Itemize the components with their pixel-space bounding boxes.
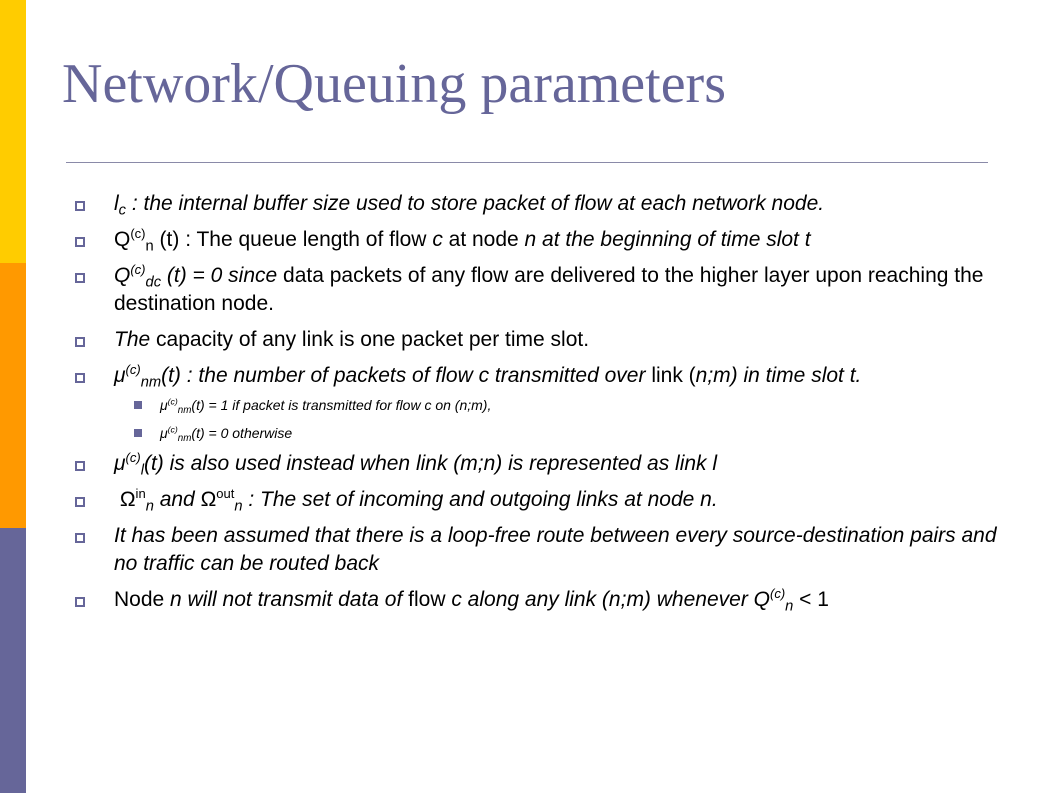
hollow-square-icon bbox=[75, 497, 85, 507]
bullet-text: (t) = 0 since bbox=[161, 264, 278, 287]
bullet-list bbox=[62, 190, 1012, 622]
bullet-text: The bbox=[114, 328, 151, 351]
symbol: Ω bbox=[119, 488, 136, 511]
bullet-transmit-rule bbox=[62, 586, 1012, 614]
bullet-link-sets bbox=[62, 486, 1012, 514]
subscript: nm bbox=[177, 404, 192, 416]
hollow-square-icon bbox=[75, 201, 85, 211]
bullet-text: It has been assumed that there is a loop-free route between every source-destination pairs and no traffic can be routed back bbox=[114, 524, 997, 575]
bullet-text: and bbox=[153, 488, 201, 511]
superscript: (c) bbox=[125, 449, 141, 465]
bullet-queue-length bbox=[62, 226, 1012, 254]
subscript: n bbox=[145, 238, 154, 255]
superscript: (c) bbox=[167, 396, 178, 407]
bullet-queue-destination bbox=[62, 262, 1012, 318]
symbol: l bbox=[114, 192, 119, 215]
hollow-square-icon bbox=[75, 337, 85, 347]
subscript: nm bbox=[177, 432, 192, 444]
bullet-text: (t) : the number of packets of flow c transmitted over bbox=[161, 364, 646, 387]
symbol: μ bbox=[114, 452, 126, 475]
symbol: Q bbox=[114, 228, 131, 251]
subscript: n bbox=[145, 498, 154, 515]
subscript: n bbox=[234, 498, 243, 515]
bullet-buffer-size bbox=[62, 190, 1012, 218]
bullet-text: n will not transmit data of bbox=[170, 588, 409, 611]
subscript: l bbox=[140, 462, 144, 479]
subscript: c bbox=[118, 202, 127, 219]
bullet-text: capacity of any link is one packet per time slot. bbox=[150, 328, 590, 351]
symbol: Q bbox=[114, 264, 131, 287]
bullet-text: link ( bbox=[645, 364, 696, 387]
bullet-text: data packets of any flow are delivered to the higher layer upon reaching the destination node. bbox=[114, 264, 984, 315]
bullet-text: at node bbox=[442, 228, 525, 251]
bullet-text: n;m) in time slot t. bbox=[695, 364, 862, 387]
superscript: (c) bbox=[130, 261, 146, 277]
subscript: dc bbox=[145, 274, 162, 291]
accent-strip-orange bbox=[0, 263, 26, 528]
symbol: μ bbox=[160, 425, 168, 441]
filled-square-icon bbox=[134, 401, 142, 409]
bullet-text: < 1 bbox=[793, 588, 829, 611]
bullet-link-alias bbox=[62, 450, 1012, 478]
accent-strip-purple bbox=[0, 528, 26, 793]
bullet-text: c along any link (n;m) whenever Q bbox=[451, 588, 770, 611]
bullet-text: (t) : The queue length of flow bbox=[153, 228, 433, 251]
hollow-square-icon bbox=[75, 461, 85, 471]
superscript: in bbox=[135, 485, 146, 501]
hollow-square-icon bbox=[75, 237, 85, 247]
bullet-packets-transmitted bbox=[62, 362, 1012, 390]
bullet-text: flow bbox=[408, 588, 452, 611]
superscript: (c) bbox=[125, 361, 141, 377]
bullet-text: Node bbox=[114, 588, 171, 611]
hollow-square-icon bbox=[75, 273, 85, 283]
sub-bullet-transmitted bbox=[62, 394, 1012, 416]
bullet-text: : The set of incoming and outgoing links at node n. bbox=[242, 488, 718, 511]
hollow-square-icon bbox=[75, 373, 85, 383]
symbol: μ bbox=[114, 364, 126, 387]
superscript: (c) bbox=[167, 424, 178, 435]
superscript: out bbox=[216, 485, 235, 501]
bullet-text: c bbox=[432, 228, 443, 251]
filled-square-icon bbox=[134, 429, 142, 437]
subscript: n bbox=[785, 598, 794, 615]
symbol: μ bbox=[160, 397, 168, 413]
hollow-square-icon bbox=[75, 597, 85, 607]
superscript: (c) bbox=[769, 585, 786, 601]
bullet-loop-free bbox=[62, 522, 1012, 578]
bullet-text: (t) = 1 if packet is transmitted for flow c on (n;m), bbox=[191, 397, 492, 413]
bullet-link-capacity bbox=[62, 326, 1012, 354]
bullet-text: n at the beginning of time slot t bbox=[524, 228, 811, 251]
bullet-text: (t) = 0 otherwise bbox=[191, 425, 293, 441]
slide-title: Network/Queuing parameters bbox=[62, 53, 726, 115]
title-divider bbox=[66, 162, 988, 163]
bullet-text: : the internal buffer size used to store packet of flow at each network node. bbox=[126, 192, 825, 215]
sub-bullet-otherwise bbox=[62, 422, 1012, 444]
bullet-text: (t) is also used instead when link (m;n) is represented as link l bbox=[143, 452, 718, 475]
superscript: (c) bbox=[130, 225, 146, 241]
symbol: Ω bbox=[200, 488, 217, 511]
accent-strip-yellow bbox=[0, 0, 26, 263]
subscript: nm bbox=[140, 374, 162, 391]
hollow-square-icon bbox=[75, 533, 85, 543]
